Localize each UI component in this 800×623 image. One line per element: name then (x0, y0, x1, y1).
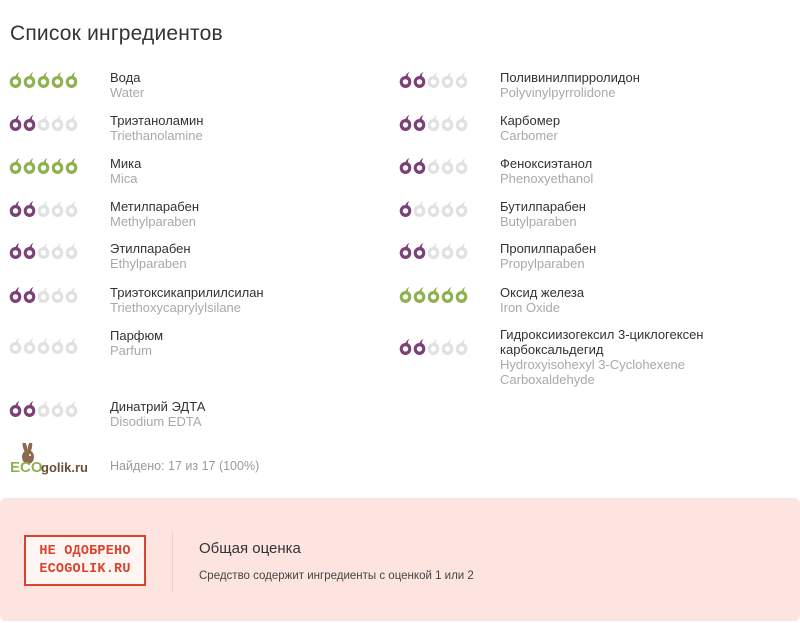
ingredient-names (110, 156, 390, 186)
rating-drop-icon (37, 70, 50, 90)
ingredient-names (110, 241, 390, 271)
ingredient-name-ru[interactable]: Динатрий ЭДТА (110, 399, 206, 414)
rating-drop-icon (37, 199, 50, 219)
rating-drop-icon (9, 156, 22, 176)
rating-drop-icon (23, 241, 36, 261)
rating-drop-icon (9, 113, 22, 133)
rating-drop-icon (413, 199, 426, 219)
rating-drop-icon (413, 337, 426, 357)
logo-golik-text: golik.ru (41, 460, 88, 475)
rating-drop-icon (23, 156, 36, 176)
ingredient-rating (9, 285, 78, 305)
rating-drop-icon (37, 336, 50, 356)
ingredient-name-ru[interactable]: Бутилпарабен (500, 199, 586, 214)
rating-drop-icon (441, 156, 454, 176)
ingredient-name-ru[interactable]: Парфюм (110, 328, 164, 343)
ingredient-rating (399, 70, 468, 90)
rating-drop-icon (413, 113, 426, 133)
ingredient-name-en: Ethylparaben (110, 256, 187, 271)
rating-drop-icon (455, 285, 468, 305)
ingredient-name-ru[interactable]: Оксид железа (500, 285, 585, 300)
ingredient-names (110, 399, 390, 429)
ingredient-name-en: Water (110, 85, 145, 100)
ingredient-name-ru[interactable]: Триэтоксикаприлилсилан (110, 285, 264, 300)
ingredient-name-en: Methylparaben (110, 214, 196, 229)
ingredient-name-en: Triethanolamine (110, 128, 203, 143)
rating-drop-icon (441, 70, 454, 90)
rating-drop-icon (51, 336, 64, 356)
rating-drop-icon (9, 336, 22, 356)
rating-drop-icon (455, 241, 468, 261)
rating-drop-icon (9, 285, 22, 305)
ingredient-name-ru[interactable]: Вода (110, 70, 141, 85)
stamp-line-1: НЕ ОДОБРЕНО (39, 544, 131, 559)
ingredient-names (110, 328, 390, 358)
rating-drop-icon (9, 399, 22, 419)
ingredient-rating (9, 336, 78, 356)
ingredient-names (110, 285, 390, 315)
rating-drop-icon (455, 70, 468, 90)
ingredient-rating (399, 285, 468, 305)
ingredient-name-en: Carbomer (500, 128, 558, 143)
rating-drop-icon (23, 336, 36, 356)
ingredient-names (500, 70, 780, 100)
rating-drop-icon (413, 70, 426, 90)
ingredient-name-ru[interactable]: Феноксиэтанол (500, 156, 593, 171)
rating-drop-icon (441, 113, 454, 133)
rating-drop-icon (65, 285, 78, 305)
ingredient-names (500, 199, 780, 229)
ingredient-rating (9, 399, 78, 419)
ingredient-rating (9, 70, 78, 90)
rating-drop-icon (455, 337, 468, 357)
rating-drop-icon (427, 337, 440, 357)
ingredient-names (500, 327, 780, 387)
rating-drop-icon (65, 70, 78, 90)
rating-drop-icon (455, 113, 468, 133)
rating-drop-icon (51, 199, 64, 219)
ingredient-name-ru[interactable]: Гидроксиизогексил 3-циклогексен карбоксальдегид (500, 327, 704, 357)
rating-drop-icon (51, 399, 64, 419)
rating-drop-icon (65, 336, 78, 356)
rating-drop-icon (9, 241, 22, 261)
ingredient-names (110, 70, 390, 100)
rating-drop-icon (427, 241, 440, 261)
ingredient-name-en: Butylparaben (500, 214, 577, 229)
rating-drop-icon (23, 399, 36, 419)
ingredient-name-en: Phenoxyethanol (500, 171, 594, 186)
rating-drop-icon (37, 156, 50, 176)
overall-rating-title: Общая оценка (199, 540, 301, 557)
ingredient-name-ru[interactable]: Пропилпарабен (500, 241, 597, 256)
ingredient-name-ru[interactable]: Мика (110, 156, 142, 171)
logo-eco-text: ECO (10, 459, 43, 475)
rating-drop-icon (23, 70, 36, 90)
ingredient-names (500, 285, 780, 315)
ecogolik-logo[interactable] (10, 443, 100, 475)
ingredient-rating (399, 199, 468, 219)
rating-drop-icon (9, 70, 22, 90)
rating-drop-icon (441, 337, 454, 357)
ingredient-name-en: Hydroxyisohexyl 3-Cyclohexene Carboxaldehyde (500, 357, 685, 387)
found-count: Найдено: 17 из 17 (100%) (110, 459, 260, 473)
ingredient-rating (9, 113, 78, 133)
rating-drop-icon (65, 199, 78, 219)
rating-drop-icon (9, 199, 22, 219)
rating-drop-icon (65, 241, 78, 261)
rating-drop-icon (51, 156, 64, 176)
summary-divider (172, 532, 173, 592)
ingredient-names (500, 156, 780, 186)
page-title: Список ингредиентов (10, 22, 223, 45)
rating-drop-icon (23, 113, 36, 133)
rating-drop-icon (399, 241, 412, 261)
rating-drop-icon (399, 337, 412, 357)
rating-drop-icon (441, 285, 454, 305)
not-approved-stamp (24, 535, 146, 586)
rating-drop-icon (51, 70, 64, 90)
ingredient-rating (9, 199, 78, 219)
ingredient-rating (399, 113, 468, 133)
stamp-line-2: ECOGOLIK.RU (39, 562, 131, 577)
rating-drop-icon (455, 156, 468, 176)
ingredient-names (500, 241, 780, 271)
ingredient-names (500, 113, 780, 143)
ingredient-rating (9, 241, 78, 261)
ingredient-rating (399, 337, 468, 357)
rating-drop-icon (427, 285, 440, 305)
rating-drop-icon (51, 241, 64, 261)
ingredient-name-en: Propylparaben (500, 256, 585, 271)
rating-drop-icon (413, 156, 426, 176)
rating-drop-icon (65, 113, 78, 133)
ingredient-name-en: Polyvinylpyrrolidone (500, 85, 616, 100)
ingredient-name-en: Disodium EDTA (110, 414, 202, 429)
ingredient-name-en: Iron Oxide (500, 300, 560, 315)
rating-drop-icon (399, 70, 412, 90)
ingredient-name-ru[interactable]: Триэтаноламин (110, 113, 204, 128)
ingredient-name-en: Mica (110, 171, 138, 186)
ingredient-name-ru[interactable]: Этилпарабен (110, 241, 191, 256)
ingredient-name-ru[interactable]: Метилпарабен (110, 199, 200, 214)
ingredient-rating (399, 156, 468, 176)
rating-drop-icon (37, 113, 50, 133)
rating-drop-icon (65, 156, 78, 176)
rating-drop-icon (65, 399, 78, 419)
rating-drop-icon (37, 399, 50, 419)
ingredient-name-ru[interactable]: Поливинилпирролидон (500, 70, 640, 85)
rating-drop-icon (427, 113, 440, 133)
rating-drop-icon (441, 199, 454, 219)
rating-drop-icon (427, 156, 440, 176)
rating-drop-icon (413, 285, 426, 305)
rating-drop-icon (399, 199, 412, 219)
ingredient-rating (9, 156, 78, 176)
rating-drop-icon (399, 156, 412, 176)
rating-drop-icon (37, 241, 50, 261)
overall-rating-text: Средство содержит ингредиенты с оценкой 1 или 2 (199, 570, 474, 582)
ingredient-rating (399, 241, 468, 261)
rating-drop-icon (455, 199, 468, 219)
rating-drop-icon (427, 199, 440, 219)
rating-drop-icon (51, 285, 64, 305)
rating-drop-icon (427, 70, 440, 90)
rating-drop-icon (23, 285, 36, 305)
rating-drop-icon (413, 241, 426, 261)
rating-drop-icon (37, 285, 50, 305)
ingredient-name-ru[interactable]: Карбомер (500, 113, 561, 128)
rating-drop-icon (23, 199, 36, 219)
rating-drop-icon (51, 113, 64, 133)
ingredient-name-en: Parfum (110, 343, 152, 358)
rating-drop-icon (441, 241, 454, 261)
ingredient-names (110, 113, 390, 143)
rating-drop-icon (399, 285, 412, 305)
ingredient-names (110, 199, 390, 229)
rating-drop-icon (399, 113, 412, 133)
ingredient-name-en: Triethoxycaprylylsilane (110, 300, 242, 315)
summary-panel (0, 498, 800, 621)
